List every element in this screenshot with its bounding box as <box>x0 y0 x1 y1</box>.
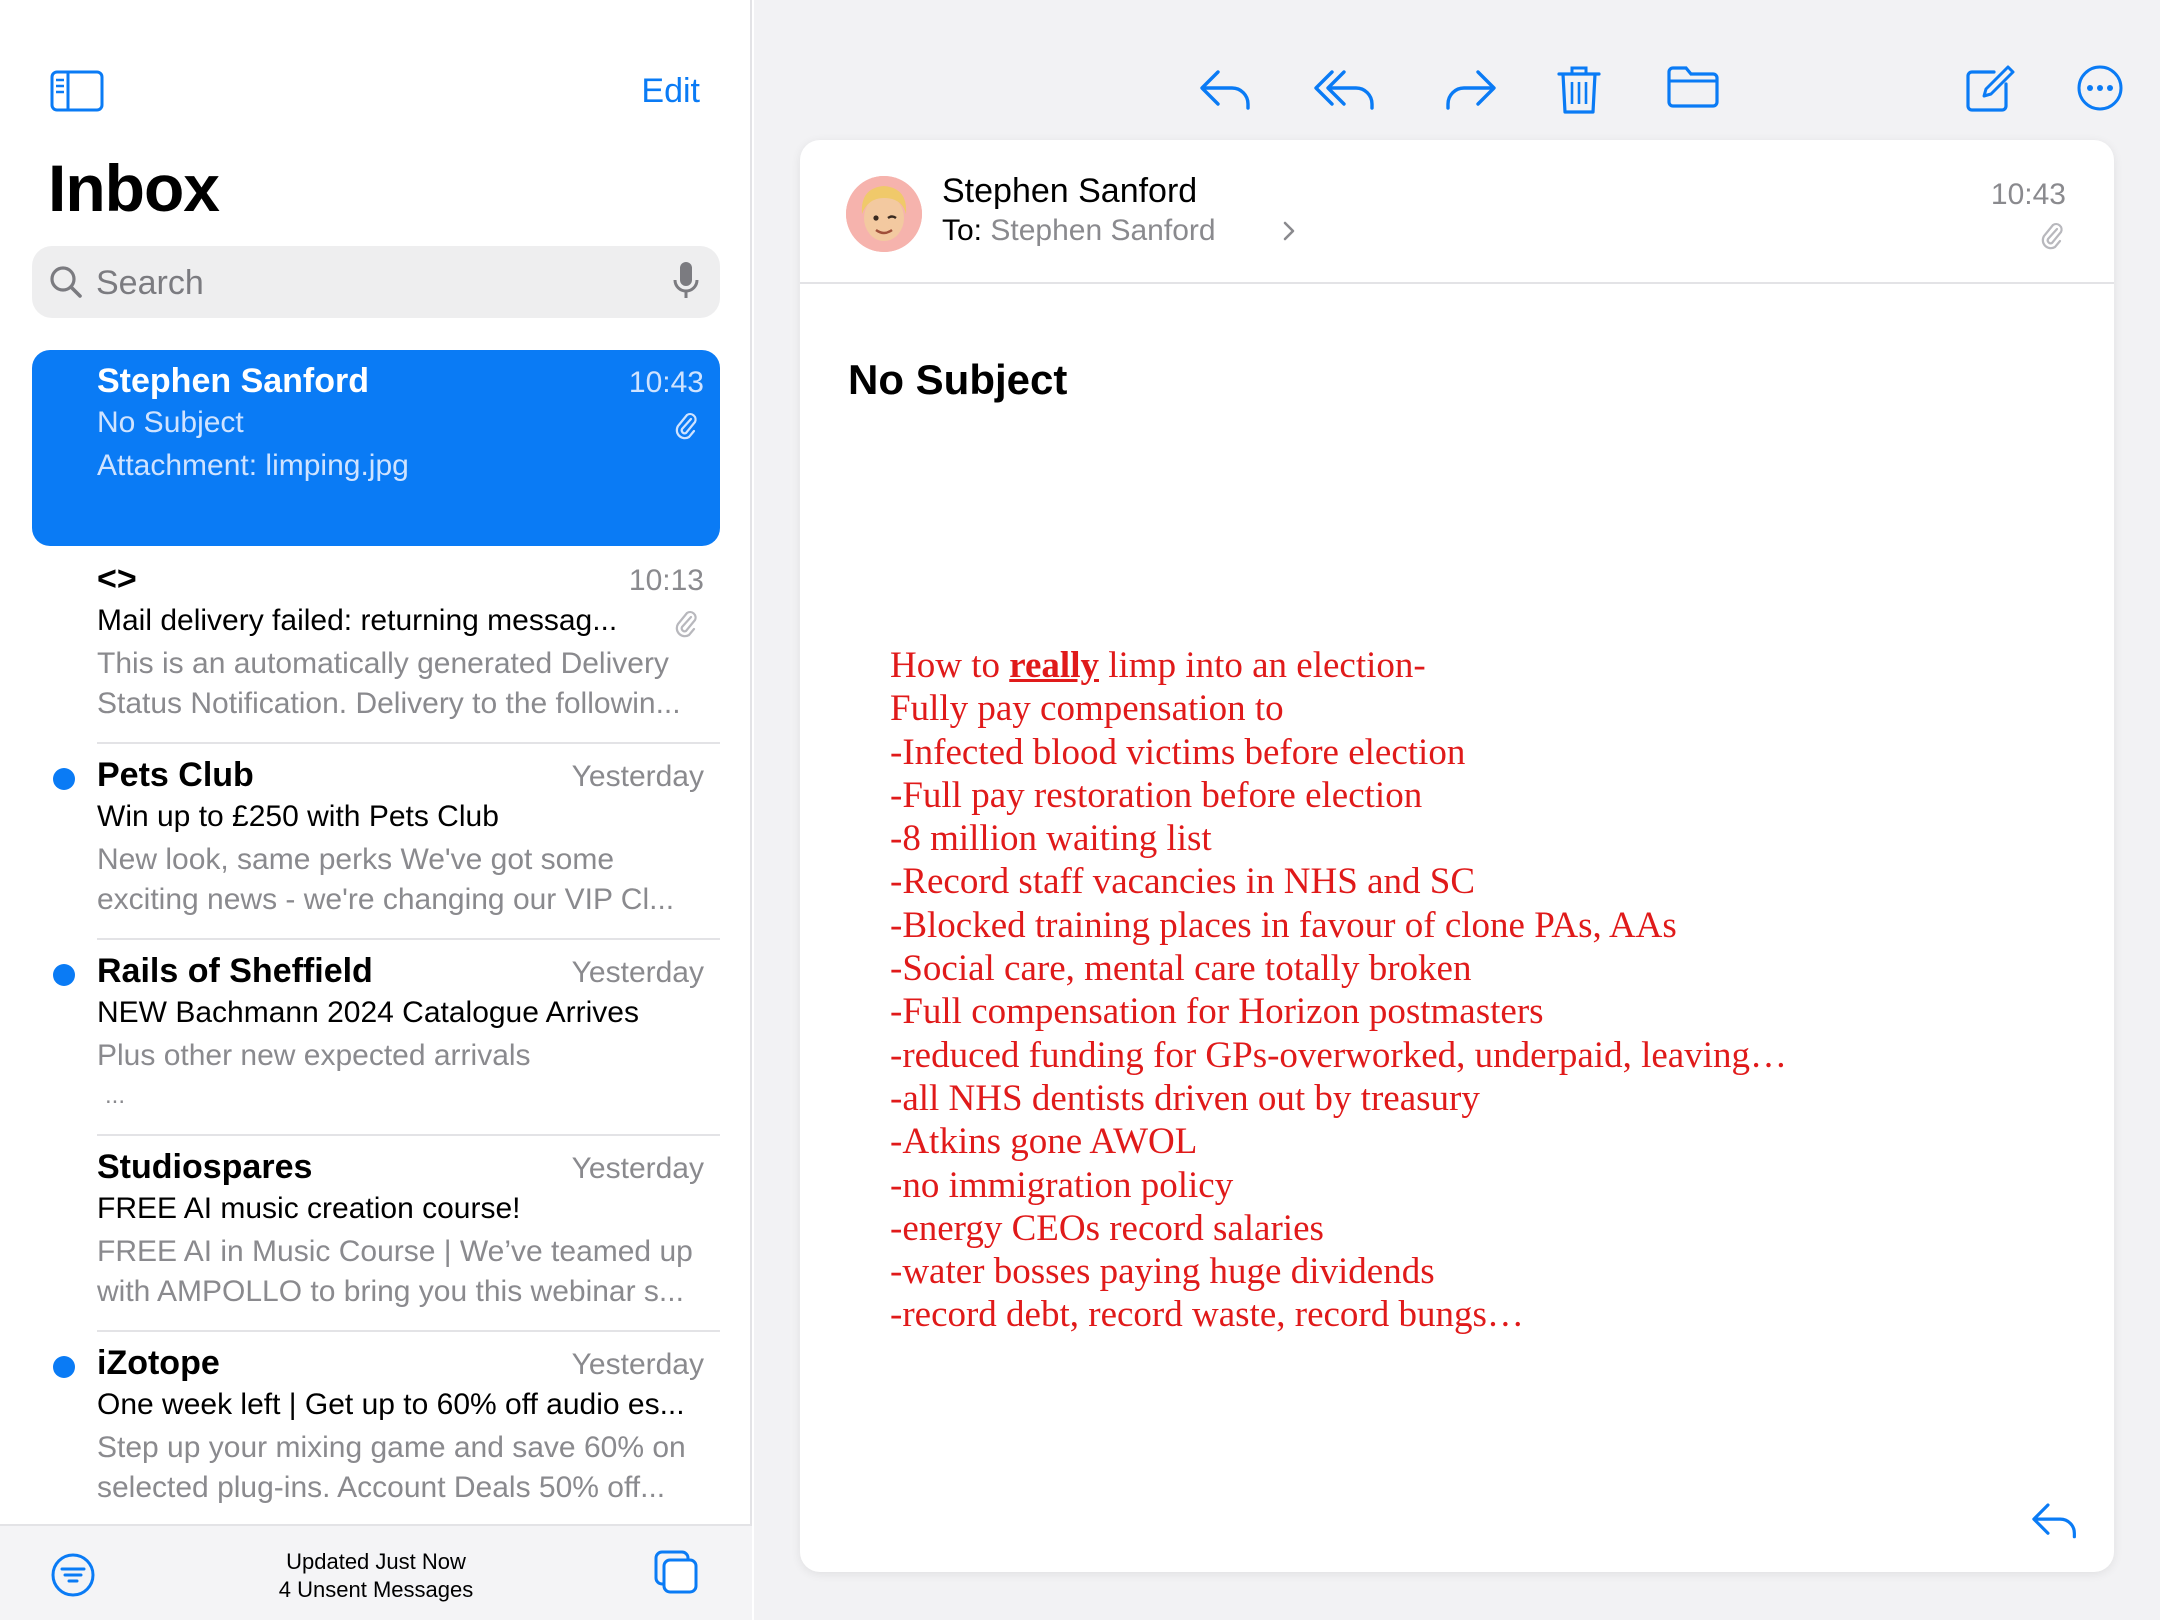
attachment-line: -Record staff vacancies in NHS and SC <box>890 861 1476 903</box>
search-icon <box>46 262 86 302</box>
recipient-name: Stephen Sanford <box>990 214 1216 247</box>
message-subject: No Subject <box>97 406 244 439</box>
attachment-line: -Full compensation for Horizon postmasters <box>890 991 1544 1033</box>
attachment-image[interactable] <box>890 644 1787 1337</box>
more-icon[interactable] <box>2076 64 2124 112</box>
message-subject: Win up to £250 with Pets Club <box>97 800 499 833</box>
message-preview-line: Plus other new expected arrivals <box>97 1039 531 1072</box>
folder-icon[interactable] <box>1666 64 1720 110</box>
page-title: Inbox <box>48 151 219 225</box>
message-row[interactable] <box>32 1332 720 1528</box>
attachment-line: -Infected blood victims before election <box>890 731 1466 773</box>
updated-status: Updated Just Now <box>286 1549 466 1574</box>
attachment-line: -Atkins gone AWOL <box>890 1121 1198 1163</box>
message-sender: Rails of Sheffield <box>97 952 373 990</box>
message-subject: Mail delivery failed: returning messag... <box>97 604 618 637</box>
unread-dot <box>53 1356 75 1378</box>
message-subject: One week left | Get up to 60% off audio es... <box>97 1388 685 1421</box>
message-time: Yesterday <box>571 956 704 989</box>
message-row[interactable] <box>32 744 720 940</box>
trash-icon[interactable] <box>1556 64 1602 116</box>
header-divider <box>800 282 2114 284</box>
message-sender: Stephen Sanford <box>97 362 370 400</box>
attachment-line: -Blocked training places in favour of clone PAs, AAs <box>890 904 1677 946</box>
reply-icon[interactable] <box>1198 64 1254 114</box>
message-preview <box>97 1036 697 1116</box>
message-preview: New look, same perks We've got some exciting news - we're changing our VIP Cl... <box>97 843 675 916</box>
message-sender: <> <box>97 560 137 598</box>
unread-dot <box>53 964 75 986</box>
message-row[interactable] <box>32 940 720 1136</box>
message-timestamp: 10:43 <box>1990 178 2066 211</box>
message-subject: NEW Bachmann 2024 Catalogue Arrives <box>97 996 639 1029</box>
attachment-line: -reduced funding for GPs-overworked, underpaid, leaving… <box>890 1034 1787 1076</box>
message-sender: Pets Club <box>97 756 254 794</box>
memoji-avatar-icon <box>846 176 922 252</box>
mailbox-bottom-bar <box>0 1524 752 1620</box>
chevron-right-icon <box>1282 220 1296 242</box>
message-row[interactable] <box>32 1136 720 1332</box>
drafts-stack-icon[interactable] <box>652 1548 700 1596</box>
to-label: To: <box>942 214 983 247</box>
message-time: Yesterday <box>571 760 704 793</box>
message-time: 10:13 <box>628 564 704 597</box>
message-preview-ellipsis: ... <box>105 1082 126 1109</box>
attachment-line: -energy CEOs record salaries <box>890 1207 1324 1249</box>
reply-icon[interactable] <box>2030 1498 2080 1542</box>
mailbox-status <box>0 1548 752 1604</box>
message-sender: Studiospares <box>97 1148 313 1186</box>
sender-name[interactable]: Stephen Sanford <box>942 172 1198 210</box>
unread-dot <box>53 768 75 790</box>
message-row[interactable] <box>32 350 720 546</box>
reply-all-icon[interactable] <box>1314 64 1378 114</box>
paperclip-icon <box>2040 220 2064 250</box>
message-time: Yesterday <box>571 1152 704 1185</box>
attachment-line: -Full pay restoration before election <box>890 774 1423 816</box>
message-subject: FREE AI music creation course! <box>97 1192 521 1225</box>
message-preview: FREE AI in Music Course | We’ve teamed up with AMPOLLO to bring you this webinar s... <box>97 1235 693 1308</box>
unsent-status: 4 Unsent Messages <box>278 1577 474 1602</box>
mailbox-pane <box>0 0 752 1620</box>
attachment-line: How to really limp into an election- <box>890 645 1426 686</box>
search-placeholder: Search <box>96 264 204 302</box>
message-time: Yesterday <box>571 1348 704 1381</box>
message-pane <box>754 0 2160 1620</box>
attachment-line: -record debt, record waste, record bungs… <box>890 1294 1524 1336</box>
search-input[interactable] <box>32 246 720 318</box>
message-sender: iZotope <box>97 1344 220 1382</box>
message-preview: Step up your mixing game and save 60% on selected plug-ins. Account Deals 50% off... <box>97 1431 686 1504</box>
edit-button[interactable]: Edit <box>641 72 700 110</box>
forward-icon[interactable] <box>1442 64 1498 114</box>
message-card <box>800 140 2114 1572</box>
avatar[interactable] <box>846 176 922 252</box>
attachment-line: -Social care, mental care totally broken <box>890 948 1472 990</box>
message-preview: Attachment: limping.jpg <box>97 449 409 482</box>
message-preview: This is an automatically generated Delivery Status Notification. Delivery to the followin... <box>97 647 681 720</box>
message-row[interactable] <box>32 548 720 744</box>
attachment-line: -water bosses paying huge dividends <box>890 1251 1435 1293</box>
recipient-line[interactable] <box>942 214 1216 248</box>
message-time: 10:43 <box>628 366 704 399</box>
attachment-line: -no immigration policy <box>890 1164 1234 1206</box>
attachment-line: -8 million waiting list <box>890 818 1212 860</box>
microphone-icon[interactable] <box>670 260 702 304</box>
sidebar-toggle-icon[interactable] <box>50 70 104 112</box>
attachment-line: Fully pay compensation to <box>890 688 1284 730</box>
compose-icon[interactable] <box>1964 64 2016 114</box>
message-subject-heading: No Subject <box>848 356 1068 403</box>
attachment-line: -all NHS dentists driven out by treasury <box>890 1077 1480 1119</box>
